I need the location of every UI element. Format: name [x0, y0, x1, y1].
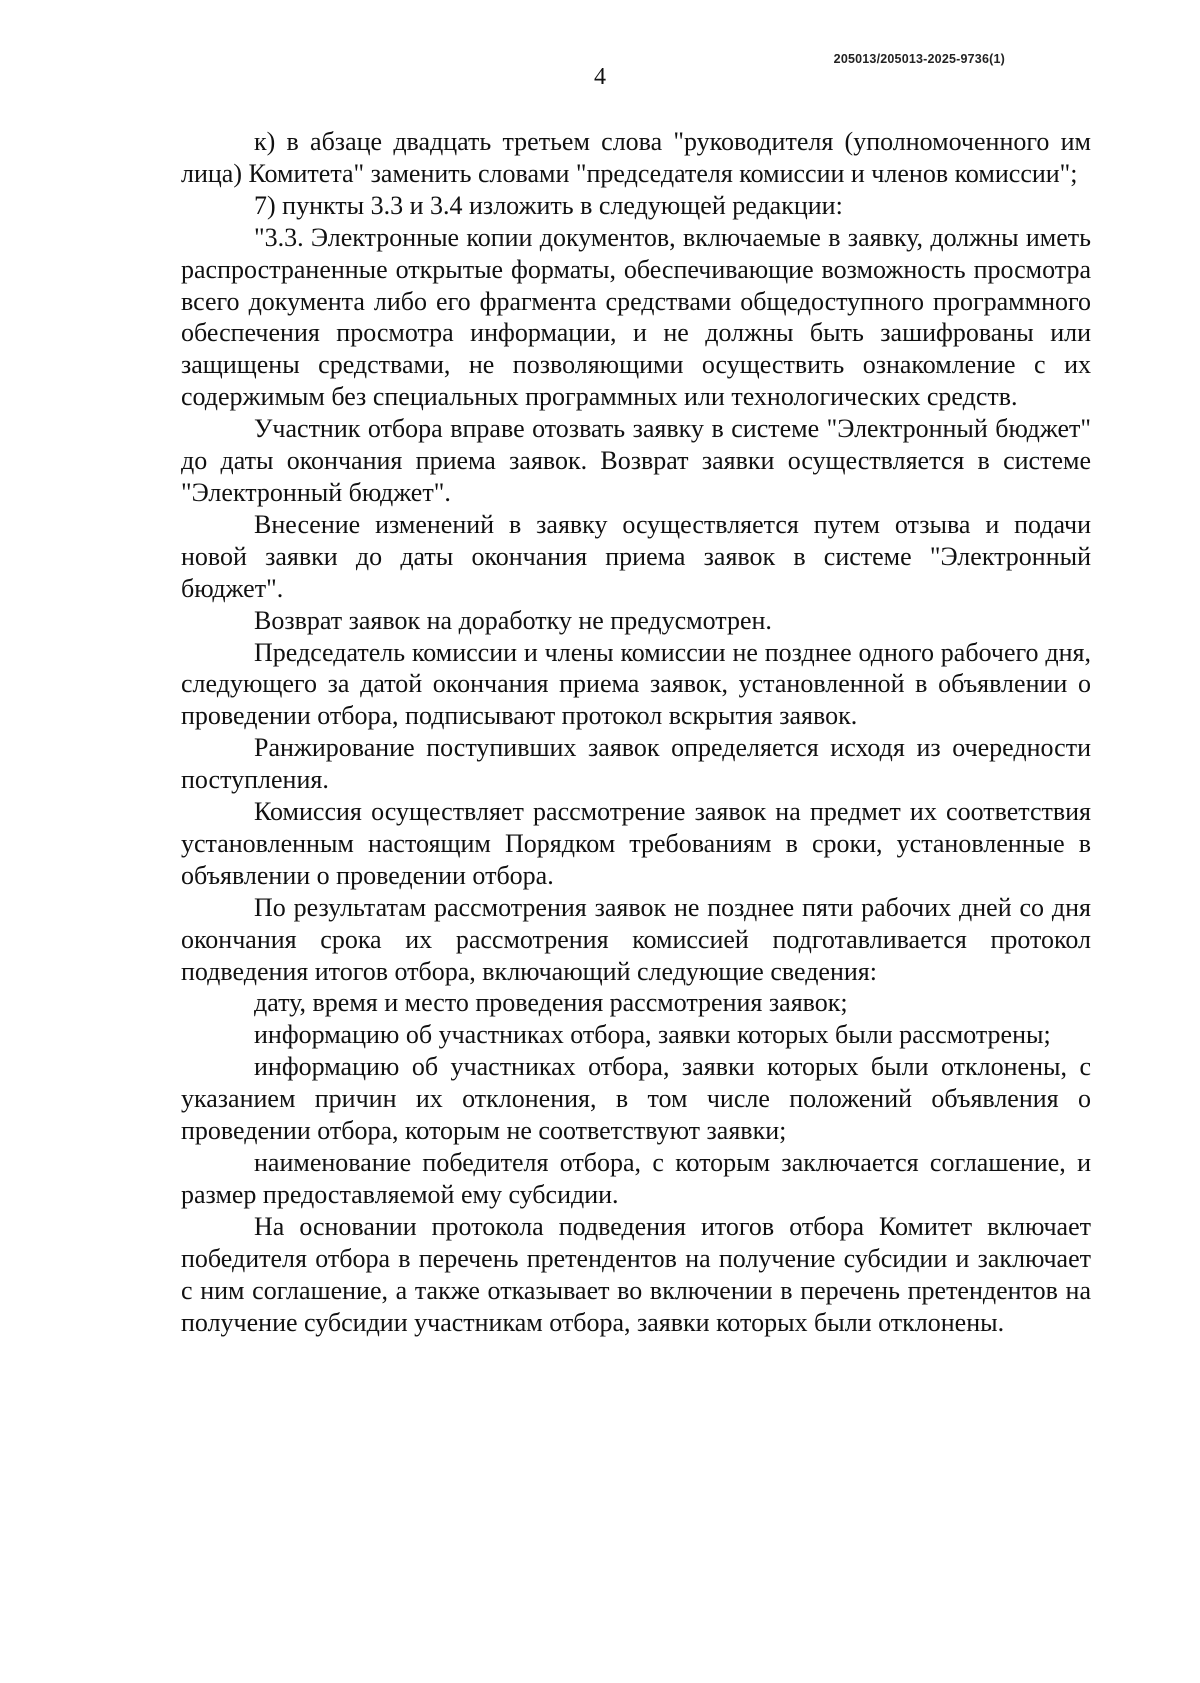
- paragraph-application-changes: Внесение изменений в заявку осуществляется путем отзыва и подачи новой заявки до даты окончания приема заявок в системе "Электронный бюджет".: [181, 509, 1091, 603]
- paragraph-opening-protocol: Председатель комиссии и члены комиссии не позднее одного рабочего дня, следующего за датой окончания приема заявок, установленной в объявлении о проведении отбора, подписывают протокол вскрытия заявок.: [181, 637, 1091, 731]
- paragraph-results-protocol: По результатам рассмотрения заявок не позднее пяти рабочих дней со дня окончания срока их рассмотрения комиссией подготавливается протокол подведения итогов отбора, включающий следующие сведения:: [181, 892, 1091, 986]
- list-item-reviewed-participants: информацию об участниках отбора, заявки которых были рассмотрены;: [254, 1020, 1051, 1050]
- paragraph-no-revision-return: Возврат заявок на доработку не предусмотрен.: [254, 605, 772, 635]
- paragraph-committee-decision: На основании протокола подведения итогов отбора Комитет включает победителя отбора в перечень претендентов на получение субсидии и заключает с ним соглашение, а также отказывает во включении в перечень претендентов на получение субсидии участникам отбора, заявки которых были отклонены.: [181, 1211, 1091, 1337]
- list-item-rejected-participants: информацию об участниках отбора, заявки которых были отклонены, с указанием причин их отклонения, в том числе положений объявления о проведении отбора, которым не соответствуют заявки;: [181, 1052, 1091, 1146]
- paragraph-commission-review: Комиссия осуществляет рассмотрение заявок на предмет их соответствия установленным настоящим Порядком требованиям в сроки, установленные в объявлении о проведении отбора.: [181, 797, 1091, 890]
- paragraph-item-k: к) в абзаце двадцать третьем слова "руководителя (уполномоченного им лица) Комитета" заменить словами "председателя комиссии и членов комиссии";: [181, 127, 1091, 188]
- document-body: [181, 126, 1091, 1338]
- paragraph-item-7: 7) пункты 3.3 и 3.4 изложить в следующей редакции:: [254, 190, 843, 220]
- paragraph-3-3-electronic-copies: "3.3. Электронные копии документов, включаемые в заявку, должны иметь распространенные открытые форматы, обеспечивающие возможность просмотра всего документа либо его фрагмента средствами общедоступного программного обеспечения просмотра информации, и не должны быть зашифрованы или защищены средствами, не позволяющими осуществить ознакомление с их содержимым без специальных программных или технологических средств.: [181, 222, 1091, 412]
- list-item-date-time-place: дату, время и место проведения рассмотрения заявок;: [254, 988, 848, 1018]
- document-registration-number: 205013/205013-2025-9736(1): [833, 52, 1005, 66]
- page-number: 4: [594, 64, 606, 90]
- paragraph-ranking: Ранжирование поступивших заявок определяется исходя из очередности поступления.: [181, 733, 1091, 795]
- list-item-winner: наименование победителя отбора, с которым заключается соглашение, и размер предоставляемой ему субсидии.: [181, 1148, 1091, 1209]
- paragraph-withdraw-application: Участник отбора вправе отозвать заявку в системе "Электронный бюджет" до даты окончания приема заявок. Возврат заявки осуществляется в системе "Электронный бюджет".: [181, 414, 1091, 507]
